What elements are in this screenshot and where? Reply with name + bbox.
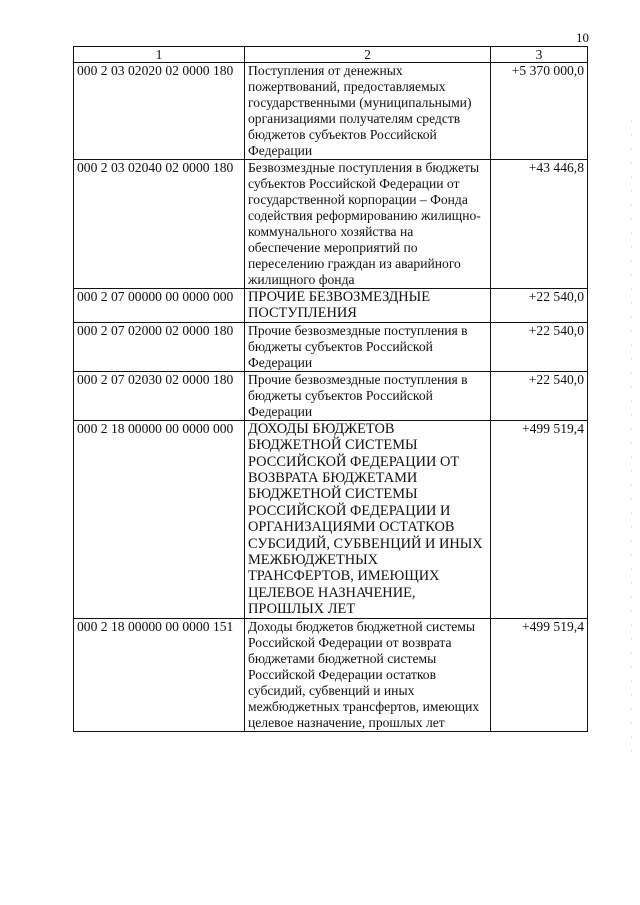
- amount-change: +499 519,4: [491, 618, 588, 731]
- budget-classification-code: 000 2 07 00000 00 0000 000: [74, 289, 245, 323]
- budget-classification-code: 000 2 03 02040 02 0000 180: [74, 160, 245, 289]
- page-number: 10: [576, 30, 589, 45]
- revenue-description: Безвозмездные поступления в бюджеты субъектов Российской Федерации от государственной корпорации – Фонда содействия реформированию жилищно-коммунального хозяйства на обеспечение мероприятий по переселению граждан из аварийного жилищного фонда: [245, 160, 491, 289]
- table-row: [74, 420, 588, 618]
- budget-classification-code: 000 2 07 02030 02 0000 180: [74, 371, 245, 420]
- table-row: [74, 160, 588, 289]
- table-header-row: [74, 47, 588, 63]
- budget-classification-code: 000 2 18 00000 00 0000 151: [74, 618, 245, 731]
- revenue-description: Поступления от денежных пожертвований, предоставляемых государственными (муниципальными) организациями получателям средств бюджетов субъектов Российской Федерации: [245, 63, 491, 160]
- amount-change: +22 540,0: [491, 289, 588, 323]
- table-row: [74, 371, 588, 420]
- table-row: [74, 63, 588, 160]
- table-row: [74, 289, 588, 323]
- scan-edge-artifact: [631, 120, 632, 760]
- column-header-amount: 3: [491, 47, 588, 63]
- budget-classification-code: 000 2 07 02000 02 0000 180: [74, 322, 245, 371]
- table-row: [74, 618, 588, 731]
- revenue-description: Доходы бюджетов бюджетной системы Российской Федерации от возврата бюджетами бюджетной системы Российской Федерации остатков субсидий, субвенций и иных межбюджетных трансфертов, имеющих целевое назначение, прошлых лет: [245, 618, 491, 731]
- amount-change: +22 540,0: [491, 371, 588, 420]
- table-row: [74, 322, 588, 371]
- amount-change: +499 519,4: [491, 420, 588, 618]
- amount-change: +5 370 000,0: [491, 63, 588, 160]
- column-header-code: 1: [74, 47, 245, 63]
- amount-change: +22 540,0: [491, 322, 588, 371]
- column-header-description: 2: [245, 47, 491, 63]
- budget-classification-code: 000 2 18 00000 00 0000 000: [74, 420, 245, 618]
- revenue-table: [73, 46, 588, 732]
- revenue-description: Прочие безвозмездные поступления в бюджеты субъектов Российской Федерации: [245, 371, 491, 420]
- revenue-description: ДОХОДЫ БЮДЖЕТОВ БЮДЖЕТНОЙ СИСТЕМЫ РОССИЙСКОЙ ФЕДЕРАЦИИ ОТ ВОЗВРАТА БЮДЖЕТАМИ БЮДЖЕТНОЙ СИСТЕМЫ РОССИЙСКОЙ ФЕДЕРАЦИИ И ОРГАНИЗАЦИЯМИ ОСТАТКОВ СУБСИДИЙ, СУБВЕНЦИЙ И ИНЫХ МЕЖБЮДЖЕТНЫХ ТРАНСФЕРТОВ, ИМЕЮЩИХ ЦЕЛЕВОЕ НАЗНАЧЕНИЕ, ПРОШЛЫХ ЛЕТ: [245, 420, 491, 618]
- amount-change: +43 446,8: [491, 160, 588, 289]
- budget-classification-code: 000 2 03 02020 02 0000 180: [74, 63, 245, 160]
- revenue-description: ПРОЧИЕ БЕЗВОЗМЕЗДНЫЕ ПОСТУПЛЕНИЯ: [245, 289, 491, 323]
- revenue-description: Прочие безвозмездные поступления в бюджеты субъектов Российской Федерации: [245, 322, 491, 371]
